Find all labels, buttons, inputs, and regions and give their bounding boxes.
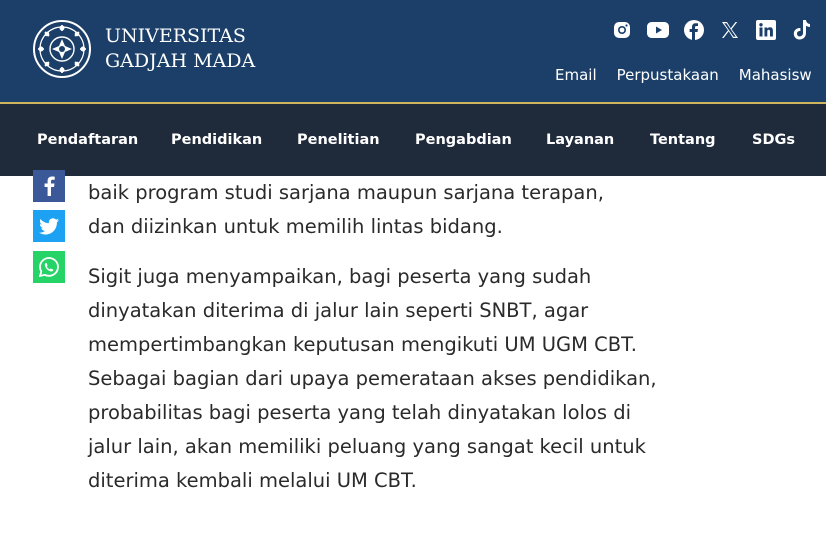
social-links [610,18,826,42]
youtube-icon[interactable] [646,18,670,42]
nav-item-pendaftaran[interactable]: Pendaftaran [37,132,139,148]
university-name-line2: GADJAH MADA [105,50,256,72]
facebook-share-icon [43,176,55,196]
article-paragraph-1-line-2: dan diizinkan untuk memilih lintas bidang. [88,215,503,238]
nav-item-penelitian[interactable]: Penelitian [297,132,380,148]
x-icon[interactable] [718,18,742,42]
article-paragraph-2: Sigit juga menyampaikan, bagi peserta yang sudah dinyatakan diterima di jalur lain seperti SNBT, agar mempertimbangkan keputusan mengikuti UM UGM CBT. Sebagai bagian dari upaya pemerataan akses pendidikan, probabilitas bagi peserta yang telah dinyatakan lolos di jalur lain, akan memiliki peluang yang sangat kecil untuk diterima kembali melalui UM CBT. [88,265,657,492]
ugm-seal-icon [32,19,92,79]
whatsapp-share-icon [39,257,59,277]
nav-item-sdgs[interactable]: SDGs [752,132,796,148]
top-links [555,66,826,84]
linkedin-icon[interactable] [754,18,778,42]
university-name-line1: UNIVERSITAS [105,25,246,47]
facebook-icon[interactable] [682,18,706,42]
article-paragraph-1-line-1: baik program studi sarjana maupun sarjana terapan, [88,181,604,204]
nav-item-pengabdian[interactable]: Pengabdian [415,132,512,148]
nav-item-tentang[interactable]: Tentang [650,132,716,148]
top-link-perpustakaan[interactable]: Perpustakaan [616,66,719,84]
instagram-icon[interactable] [610,18,634,42]
site-header [0,0,826,104]
nav-item-layanan[interactable]: Layanan [546,132,615,148]
article-paragraph-1 [88,176,668,244]
whatsapp-share-button[interactable] [33,251,65,283]
university-logo[interactable] [32,19,255,79]
main-navigation [0,104,826,176]
nav-item-pendidikan[interactable]: Pendidikan [171,132,263,148]
twitter-share-button[interactable] [33,210,65,242]
tiktok-icon[interactable] [790,18,814,42]
twitter-share-icon [39,218,59,235]
university-name [105,24,255,74]
top-link-mahasiswa[interactable]: Mahasisw [738,66,812,84]
top-link-email[interactable]: Email [555,66,597,84]
facebook-share-button[interactable] [33,170,65,202]
